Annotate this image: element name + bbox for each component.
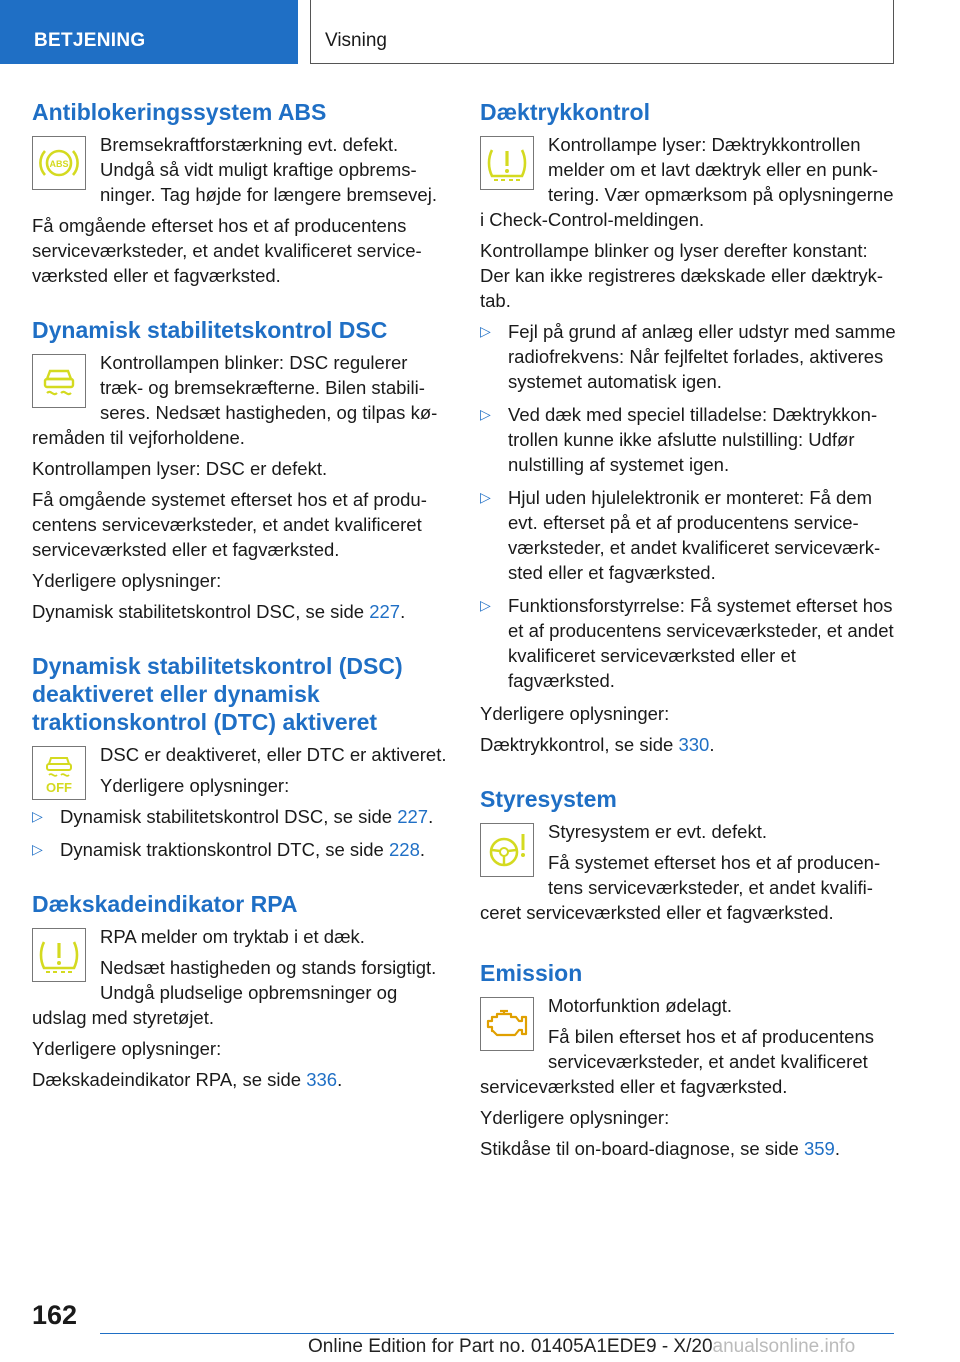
- header-section-label: BETJENING: [34, 30, 146, 51]
- dsc-off-text-1: DSC er deaktiveret, eller DTC er aktiveret.: [100, 744, 447, 765]
- emission-reference: Stikdåse til on-board-diagnose, se side 359.: [480, 1138, 840, 1159]
- dsc-off-icon: [32, 746, 86, 800]
- dsc-off-list: [32, 804, 448, 862]
- footer-divider: [100, 1333, 894, 1334]
- dsc-heading: Dynamisk stabilitetskontrol DSC: [32, 317, 388, 343]
- dsc-off-block: [32, 742, 448, 804]
- list-item: ▷ Ved dæk med speciel tilladelse: Dæktrykkontrollen kunne ikke afslutte nulstilling: Udfør nulstilling af systemet igen.: [480, 404, 878, 475]
- rpa-text-2: Nedsæt hastigheden og stands forsigtigt. Undgå pludselige opbremsninger og udslag med styretøjet.: [32, 957, 437, 1028]
- emission-text-1: Motorfunktion ødelagt.: [548, 995, 733, 1016]
- engine-icon: [480, 997, 534, 1051]
- abs-block: [32, 132, 448, 213]
- steering-block: [480, 819, 896, 931]
- list-item: ▷ Dynamisk stabilitetskontrol DSC, se side 227.: [32, 806, 434, 827]
- tpm-more-label: Yderligere oplysninger:: [480, 703, 670, 724]
- tpm-text-1: Kontrollampe lyser: Dæktrykkontrollen melder om et lavt dæktryk eller en punktering. Vær opmærksom på oplysningerne i Check-Control-meldingen.: [480, 134, 894, 230]
- abs-warning-icon: [32, 136, 86, 190]
- tire-pressure-icon: [480, 136, 534, 190]
- dsc-off-heading: Dynamisk stabilitetskontrol (DSC) deaktiveret eller dynamisk traktionskontrol (DTC) aktiveret: [32, 653, 403, 735]
- emission-more-label: Yderligere oplysninger:: [480, 1107, 670, 1128]
- dsc-off-more-label: Yderligere oplysninger:: [100, 775, 290, 796]
- tpm-heading: Dæktrykkontrol: [480, 99, 650, 125]
- tpm-list: [480, 319, 896, 693]
- svg-text:OFF: OFF: [46, 780, 72, 795]
- left-column: [32, 98, 448, 1098]
- obd-page-link[interactable]: 359: [803, 1138, 835, 1159]
- dsc-page-link[interactable]: 227: [397, 806, 429, 827]
- rpa-page-link[interactable]: 336: [306, 1069, 338, 1090]
- emission-heading: Emission: [480, 960, 583, 986]
- rpa-block: [32, 924, 448, 1036]
- dsc-block: [32, 350, 448, 456]
- page-number: 162: [32, 1300, 78, 1330]
- rpa-more-label: Yderligere oplysninger:: [32, 1038, 222, 1059]
- tpm-text-2: Kontrollampe blinker og lyser derefter konstant: Der kan ikke registreres dækskade eller dæktryktab.: [480, 240, 884, 311]
- header-section-tab: [0, 0, 298, 64]
- tpm-block: [480, 132, 896, 238]
- tpm-reference: Dæktrykkontrol, se side 330.: [480, 734, 715, 755]
- dsc-reference: Dynamisk stabilitetskontrol DSC, se side 227.: [32, 601, 406, 622]
- dtc-page-link[interactable]: 228: [389, 839, 420, 860]
- right-column: [480, 98, 896, 1167]
- dsc-text-1: Kontrollampen blinker: DSC regulerer træk- og bremsekræfterne. Bilen stabiliseres. Nedsæt hastigheden, og tilpas køremåden til vejforholdene.: [32, 352, 438, 448]
- dsc-more-label: Yderligere oplysninger:: [32, 570, 222, 591]
- footer-watermark: anualsonline.info: [712, 1336, 856, 1357]
- steering-warning-icon: [480, 823, 534, 877]
- steering-text-1: Styresystem er evt. defekt.: [548, 821, 767, 842]
- tire-warning-icon: [32, 928, 86, 982]
- list-item: ▷ Dynamisk traktionskontrol DTC, se side 228.: [32, 839, 426, 860]
- rpa-text-1: RPA melder om tryktab i et dæk.: [100, 926, 365, 947]
- steering-heading: Styresystem: [480, 786, 617, 812]
- steering-text-2: Få systemet efterset hos et af producentens serviceværksteder, et andet kvalificeret serviceværksted eller et fagværksted.: [480, 852, 881, 923]
- header-subsection-tab: [310, 0, 894, 64]
- abs-heading: Antiblokeringssystem ABS: [32, 99, 327, 125]
- rpa-reference: Dækskadeindikator RPA, se side 336.: [32, 1069, 343, 1090]
- dsc-text-3: Få omgående systemet efterset hos et af producentens serviceværksteder, et andet kvalificeret serviceværksted eller et fagværksted.: [32, 489, 427, 560]
- list-item: ▷ Hjul uden hjulelektronik er monteret: Få dem evt. efterset på et af producentens serviceværksteder, et andet kvalificeret serviceværksted eller et fagværksted.: [480, 487, 881, 583]
- tpm-page-link[interactable]: 330: [678, 734, 710, 755]
- abs-text-2: Få omgående efterset hos et af producentens serviceværksteder, et andet kvalificeret serviceværksted eller et fagværksted.: [32, 215, 422, 286]
- list-item: ▷ Funktionsforstyrrelse: Få systemet efterset hos et af producentens serviceværksteder, et andet kvalificeret serviceværksted eller et fagværksted.: [480, 595, 894, 691]
- emission-block: [480, 993, 896, 1105]
- abs-text-1: Bremsekraftforstærkning evt. defekt. Undgå så vidt muligt kraftige opbremsninger. Tag højde for længere bremsevej.: [100, 134, 437, 205]
- footer-edition: Online Edition for Part no. 01405A1EDE9 - X/20anualsonline.info: [308, 1336, 856, 1357]
- svg-text:ABS: ABS: [49, 159, 69, 169]
- rpa-heading: Dækskadeindikator RPA: [32, 891, 298, 917]
- emission-text-2: Få bilen efterset hos et af producentens serviceværksteder, et andet kvalificeret serviceværksted eller et fagværksted.: [480, 1026, 875, 1097]
- list-item: ▷ Fejl på grund af anlæg eller udstyr med samme radiofrekvens: Når fejlfeltet forlades, aktiveres systemet automatisk igen.: [480, 321, 896, 392]
- header-subsection-label: Visning: [325, 30, 387, 51]
- dsc-page-link[interactable]: 227: [369, 601, 401, 622]
- dsc-text-2: Kontrollampen lyser: DSC er defekt.: [32, 458, 328, 479]
- dsc-skid-icon: [32, 354, 86, 408]
